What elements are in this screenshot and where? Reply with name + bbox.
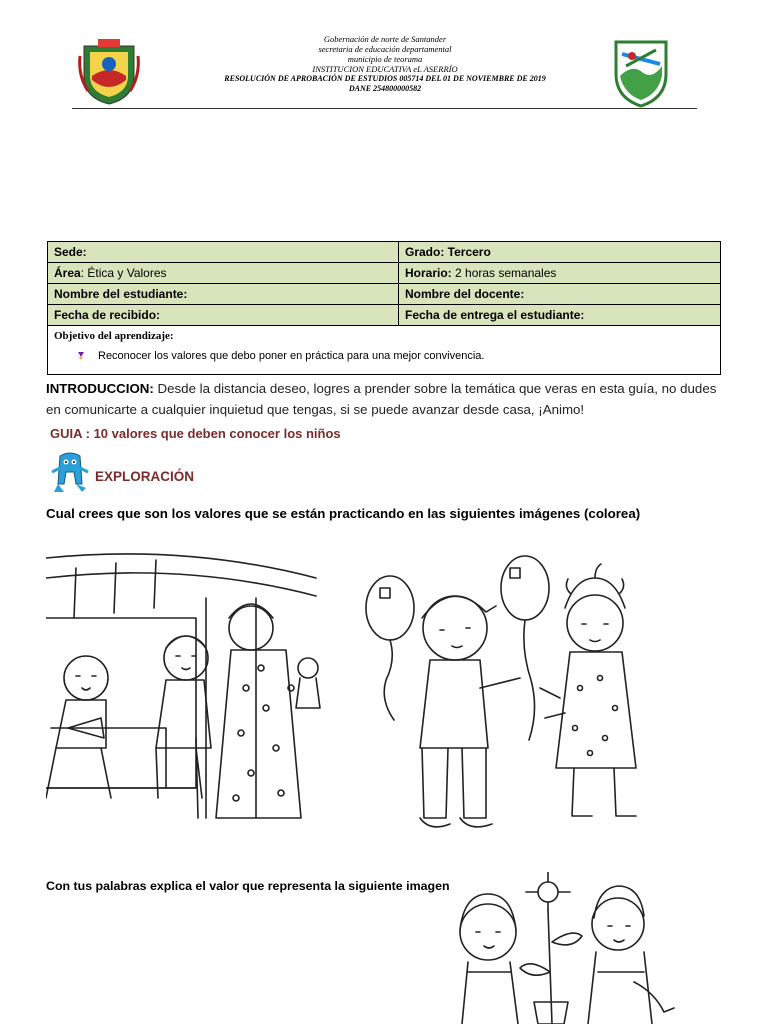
bus-seat-illustration (46, 548, 322, 828)
header-divider (72, 108, 697, 109)
area-label: Área (54, 266, 81, 280)
horario-label: Horario: (405, 266, 452, 280)
exploration-title: EXPLORACIÓN (95, 469, 195, 484)
guide-title: GUIA : 10 valores que deben conocer los niños (50, 426, 341, 441)
header-line: secretaria de educación departamental (318, 44, 452, 54)
student-info-table (47, 241, 721, 375)
introduction-paragraph (46, 378, 724, 420)
objective-item (76, 350, 714, 362)
objective-cell (48, 326, 721, 375)
delivery-date-cell: Fecha de entrega el estudiante: (399, 305, 721, 326)
objective-title: Objetivo del aprendizaje: (54, 330, 174, 342)
sede-cell: Sede: (48, 242, 399, 263)
intro-label: INTRODUCCION: (46, 381, 154, 396)
objective-text: Reconocer los valores que debo poner en práctica para una mejor convivencia. (98, 350, 485, 362)
header-line: Gobernación de norte de Santander (323, 34, 447, 44)
horario-cell (399, 263, 721, 284)
header-line: municipio de teorama (347, 54, 423, 64)
teacher-name-cell: Nombre del docente: (399, 284, 721, 305)
department-crest-logo (78, 36, 140, 106)
received-date-cell: Fecha de recibido: (48, 305, 399, 326)
children-balloons-illustration (360, 548, 660, 838)
student-name-cell: Nombre del estudiante: (48, 284, 399, 305)
letter-mascot-icon (50, 450, 90, 494)
header-line: DANE 254800000582 (348, 84, 422, 93)
institution-header (150, 34, 620, 94)
area-value: : Ética y Valores (80, 266, 167, 280)
intro-text: Desde la distancia deseo, logres a prender sobre la temática que veras en esta guía, no dudes en comunicarte a cualquier inquietud que tengas, si se puede avanzar desde casa, ¡Animo! (46, 381, 717, 417)
area-cell (48, 263, 399, 284)
horario-value: 2 horas semanales (451, 266, 557, 280)
question-two: Con tus palabras explica el valor que representa la siguiente imagen (46, 879, 450, 893)
question-one: Cual crees que son los valores que se están practicando en las siguientes imágenes (colorea) (46, 506, 641, 521)
children-planting-illustration (448, 872, 688, 1024)
school-shield-logo (612, 36, 670, 108)
header-line: INSTITUCION EDUCATIVA eL ASERRÍO (312, 64, 458, 74)
header-line: RESOLUCIÓN DE APROBACIÓN DE ESTUDIOS 005714 DEL 01 DE NOVIEMBRE DE 2019 (224, 74, 546, 83)
grado-cell: Grado: Tercero (399, 242, 721, 263)
arrow-bullet-icon (76, 351, 86, 361)
